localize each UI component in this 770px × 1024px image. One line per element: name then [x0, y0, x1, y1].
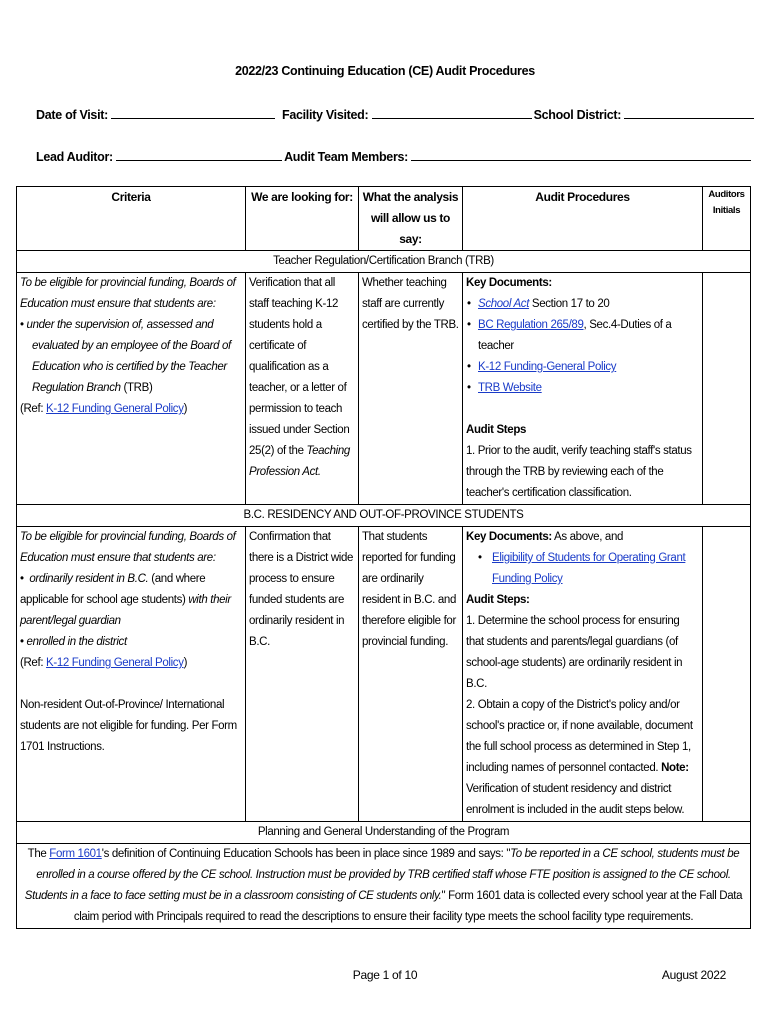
planning-para-prefix: The	[27, 848, 50, 860]
residency-procedures-cell	[463, 527, 703, 822]
trb-step-1: 1. Prior to the audit, verify teaching staff's status through the TRB by reviewing each of the teacher's certification classification.	[466, 445, 692, 499]
table-row	[17, 527, 751, 822]
trb-looking-for-cell	[246, 273, 359, 505]
trb-website-link[interactable]: TRB Website	[478, 382, 542, 394]
residency-ref	[20, 653, 242, 674]
residency-audit-steps-label: Audit Steps:	[466, 594, 530, 606]
table-row	[17, 844, 751, 929]
table-row	[17, 273, 751, 505]
list-item	[478, 294, 699, 315]
section-heading-row	[17, 505, 751, 527]
facility-visited-blank[interactable]	[372, 106, 532, 119]
spacer	[20, 674, 242, 695]
list-item	[478, 357, 699, 378]
residency-step-2-text: 2. Obtain a copy of the District's policy and/or school's practice or, if none available, document the full school process as determined in Step 1, including names of personnel contacted.	[466, 699, 693, 774]
trb-ref-link[interactable]: K-12 Funding General Policy	[46, 403, 184, 415]
residency-ref-link[interactable]: K-12 Funding General Policy	[46, 657, 184, 669]
residency-step-2	[466, 695, 699, 821]
residency-looking-for-cell: Confirmation that there is a District wide process to ensure funded students are ordinarily resident in B.C.	[246, 527, 359, 822]
trb-criteria-bullet-tail: (TRB)	[120, 382, 153, 394]
header-procedures: Audit Procedures	[463, 187, 703, 251]
planning-para-italic: To be reported in a CE school, students must be enrolled in a course offered by the CE school. Instruction must be provided by TRB certified staff whose FTE position is assigned to the CE school. Students in a face to face setting must be in a classroom consisting of CE students only.	[24, 848, 740, 902]
residency-criteria-cell	[17, 527, 246, 822]
header-criteria: Criteria	[17, 187, 246, 251]
table-header-row	[17, 187, 751, 251]
residency-step-1: 1. Determine the school process for ensuring that students and parents/legal guardians (of school-age students) are ordinarily resident in B.C.	[466, 615, 683, 690]
residency-criteria-intro: To be eligible for provincial funding, Boards of Education must ensure that students are:	[20, 531, 236, 564]
residency-key-docs-list	[466, 548, 699, 590]
trb-procedures-cell	[463, 273, 703, 505]
form-1601-link[interactable]: Form 1601	[49, 848, 102, 860]
eligibility-policy-link[interactable]: Eligibility of Students for Operating Grant Funding Policy	[492, 552, 686, 585]
residency-bullet-2: • enrolled in the district	[20, 636, 127, 648]
trb-criteria-bullet: • under the supervision of, assessed and evaluated by an employee of the Board of Education who is certified by the Teacher Regulation Branch (TRB)	[20, 319, 231, 394]
list-item	[478, 315, 699, 357]
date-of-visit-field	[36, 106, 277, 122]
facility-visited-field	[282, 106, 756, 122]
page-number: Page 1 of 10	[352, 968, 418, 982]
school-act-tail: Section 17 to 20	[529, 298, 610, 310]
trb-criteria-cell	[17, 273, 246, 505]
document-title: 2022/23 Continuing Education (CE) Audit Procedures	[235, 64, 535, 78]
trb-ref-prefix: (Ref:	[20, 403, 47, 415]
residency-bullet-2-italic: enrolled in the district	[26, 636, 127, 648]
trb-key-docs-list	[466, 294, 699, 399]
residency-note-label: Note:	[661, 762, 689, 774]
bc-regulation-tail: , Sec.4-Duties of a teacher	[478, 319, 672, 352]
audit-procedures-table	[16, 186, 751, 929]
residency-bullet-1-mid: (and where applicable for school age students)	[20, 573, 206, 606]
trb-looking-for-italic: Teaching Profession Act.	[249, 445, 350, 478]
residency-bullet-1: • ordinarily resident in B.C. (and where applicable for school age students) with their parent/legal guardian	[20, 573, 231, 627]
trb-audit-steps-label: Audit Steps	[466, 424, 527, 436]
list-item	[478, 378, 699, 399]
header-looking-for: We are looking for:	[246, 187, 359, 251]
lead-auditor-field	[36, 148, 753, 164]
school-district-blank[interactable]	[624, 106, 754, 119]
school-act-link[interactable]: School Act	[478, 298, 530, 310]
section-heading-row	[17, 822, 751, 844]
residency-note-text: Verification of student residency and district enrolment is included in the audit steps below.	[466, 783, 685, 816]
list-item	[492, 548, 699, 590]
residency-bullet-1-italic2: with their parent/legal guardian	[20, 594, 231, 627]
trb-criteria-bullet-text: under the supervision of, assessed and evaluated by an employee of the Board of Education who is certified by the Teacher Regulation Branch	[26, 319, 231, 394]
lead-auditor-blank[interactable]	[116, 148, 282, 161]
residency-bullet-1-italic: ordinarily resident in B.C.	[29, 573, 149, 585]
lead-auditor-label: Lead Auditor:	[36, 150, 113, 164]
residency-key-docs	[466, 527, 699, 548]
residency-key-docs-label: Key Documents:	[466, 531, 552, 543]
trb-ref	[20, 399, 242, 420]
trb-analysis-cell: Whether teaching staff are currently certified by the TRB.	[359, 273, 463, 505]
header-analysis: What the analysis will allow us to say:	[359, 187, 463, 251]
residency-non-resident-note: Non-resident Out-of-Province/ International students are not eligible for funding. Per Form 1701 Instructions.	[20, 699, 237, 753]
residency-initials-cell[interactable]	[703, 527, 751, 822]
audit-team-members-blank[interactable]	[411, 148, 751, 161]
trb-ref-suffix: )	[183, 403, 188, 415]
footer-date: August 2022	[661, 968, 726, 982]
planning-para-tail: " Form 1601 data is collected every school year at the Fall Data claim period with Principals required to read the descriptions to ensure their facility type meets the school facility type requirements.	[73, 890, 743, 923]
header-initials: Auditors Initials	[703, 187, 751, 251]
trb-criteria-intro: To be eligible for provincial funding, Boards of Education must ensure that students are:	[20, 277, 236, 310]
spacer	[466, 399, 699, 420]
section-heading-row	[17, 251, 751, 273]
date-of-visit-blank[interactable]	[111, 106, 275, 119]
k12-funding-link[interactable]: K-12 Funding-General Policy	[478, 361, 617, 373]
section-planning-title: Planning and General Understanding of the Program	[17, 822, 751, 844]
section-residency-title: B.C. RESIDENCY AND OUT-OF-PROVINCE STUDENTS	[17, 505, 751, 527]
residency-ref-suffix: )	[183, 657, 188, 669]
residency-key-docs-tail: As above, and	[551, 531, 624, 543]
trb-key-docs-label: Key Documents:	[466, 277, 552, 289]
date-of-visit-label: Date of Visit:	[36, 108, 108, 122]
bc-regulation-link[interactable]: BC Regulation 265/89	[478, 319, 584, 331]
trb-initials-cell[interactable]	[703, 273, 751, 505]
trb-looking-for-text: Verification that all staff teaching K-12 students hold a certificate of qualification as a teacher, or a letter of permission to teach issued under Section 25(2) of the	[249, 277, 350, 457]
audit-team-members-label: Audit Team Members:	[284, 150, 409, 164]
residency-ref-prefix: (Ref:	[20, 657, 47, 669]
planning-paragraph	[17, 844, 751, 929]
residency-analysis-cell: That students reported for funding are ordinarily resident in B.C. and therefore eligible for provincial funding.	[359, 527, 463, 822]
facility-visited-label: Facility Visited:	[282, 108, 369, 122]
school-district-label: School District:	[533, 108, 622, 122]
section-trb-title: Teacher Regulation/Certification Branch (TRB)	[17, 251, 751, 273]
planning-para-mid: 's definition of Continuing Education Schools has been in place since 1989 and says: "	[101, 848, 511, 860]
